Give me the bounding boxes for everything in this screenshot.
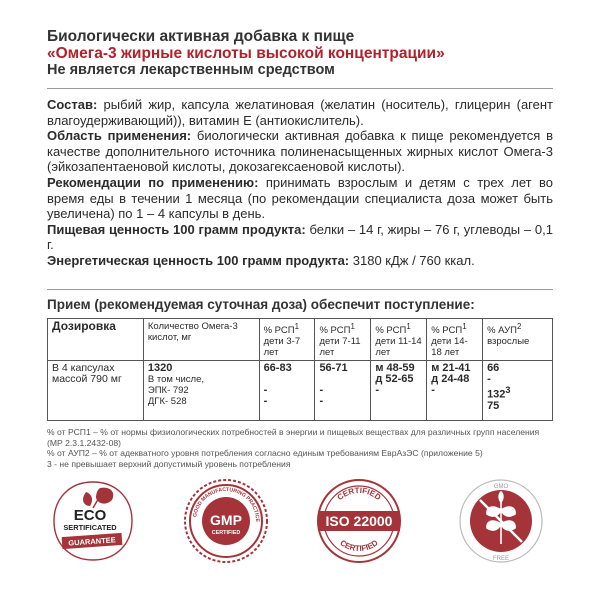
application-label: Область применения: [47, 128, 192, 144]
product-title-block [47, 28, 567, 79]
title-line-2: «Омега-3 жирные кислоты высокой концентрации» [47, 45, 445, 62]
eco-label: ECO [73, 507, 107, 524]
footnote-2: % от АУП2 – % от адекватного уровня потребления согласно единым требованиям ЕврАзЭС (приложение 5) [47, 448, 483, 458]
usage-label: Рекомендации по применению: [47, 174, 259, 190]
intake-title: Прием (рекомендуемая суточная доза) обеспечит поступление: [47, 297, 475, 312]
gmp-certified-badge [183, 478, 269, 564]
divider-middle [47, 289, 553, 290]
nutrition-label: Пищевая ценность 100 грамм продукта: [47, 221, 306, 237]
gmo-free-badge [458, 478, 544, 564]
gmo-free-label: FREE [492, 556, 510, 562]
header-rsp-3-7: % РСП$^1$ дети 3-7 лет [259, 319, 315, 361]
composition-text: рыбий жир, капсула желатиновая (желатин (носитель), глицерин (агент влагоудерживающий)), витамин Е (антиокислитель). [47, 97, 553, 128]
table-header-row [48, 319, 553, 361]
application-paragraph [47, 128, 553, 175]
energy-label: Энергетическая ценность 100 грамм продукта: [47, 252, 350, 268]
table-row [48, 361, 553, 421]
header-aup-adults: % АУП$^2$ взрослые [483, 319, 553, 361]
svg-text:CERTIFIED [335, 486, 382, 502]
iso-certified-top: CERTIFIED [335, 485, 383, 503]
nutrition-paragraph [47, 222, 553, 253]
application-text: биологически активная добавка к пище рекомендуется в качестве дополнительного источника полиненасыщенных жирных кислот Омега-3 (эйкозапентаеновой кислоты, докозагексаеновой кислоты). [47, 128, 554, 175]
dosage-table [47, 318, 553, 421]
cell-aup-adults: 66 - $132^3$ 75 [483, 361, 553, 421]
gmp-badge-graphic [183, 478, 269, 564]
title-line-3: Не является лекарственным средством [47, 62, 335, 78]
footnotes [47, 427, 557, 469]
gmp-certified-label: CERTIFIED [211, 530, 241, 536]
iso-label: ISO 22000 [325, 513, 393, 529]
cell-dose: В 4 капсулах массой 790 мг [48, 361, 144, 421]
cell-rsp-3-7: 66-83 - - [259, 361, 315, 421]
description-block [47, 97, 553, 269]
eco-badge-graphic [50, 478, 136, 564]
divider-top [47, 88, 553, 89]
footnote-1: % от РСП1 – % от нормы физиологических потребностей в энергии и пищевых веществах для различных групп населения (МР 2.3.1.2432-08) [47, 427, 540, 448]
gmp-label: GMP [210, 512, 242, 528]
header-rsp-11-14: % РСП$^1$ дети 11-14 лет [371, 319, 427, 361]
header-omega: Количество Омега-3 кислот, мг [143, 319, 259, 361]
usage-text: принимать взрослым и детям с трех лет во время еды в течении 1 месяца (по рекомендации специалиста доза может быть увеличена) по 1 – 4 капсулы в день. [47, 174, 553, 222]
header-rsp-7-11: % РСП$^1$ дети 7-11 лет [315, 319, 371, 361]
iso-22000-badge [316, 478, 402, 564]
gmo-badge-graphic [458, 478, 544, 564]
leaf-icon [96, 488, 113, 504]
cell-rsp-14-18: м 21-41 д 24-48 - [427, 361, 483, 421]
iso-badge-graphic [316, 478, 402, 564]
composition-paragraph [47, 97, 553, 128]
header-rsp-14-18: % РСП$^1$ дети 14-18 лет [427, 319, 483, 361]
eco-sertificated-label: SERTIFICATED [63, 523, 117, 532]
composition-label: Состав: [47, 97, 98, 112]
title-line-1: Биологически активная добавка к пище [47, 28, 355, 45]
usage-paragraph [47, 175, 553, 222]
gmo-label: GMO [493, 484, 509, 490]
header-dose: Дозировка [48, 319, 144, 361]
energy-text: 3180 кДж / 760 ккал. [349, 252, 475, 268]
gmp-ring-text: GOOD MANUFACTURING PRACTICE [192, 486, 261, 522]
footnote-3: 3 - не превышает верхний допустимый уровень потребления [47, 458, 291, 469]
energy-paragraph [47, 253, 553, 269]
eco-guarantee-label: GUARANTEE [68, 535, 117, 548]
svg-text:CERTIFIED [338, 538, 380, 553]
eco-sertificated-badge [50, 478, 136, 564]
cell-rsp-11-14: м 48-59 д 52-65 - [371, 361, 427, 421]
cell-rsp-7-11: 56-71 - - [315, 361, 371, 421]
cell-omega: 1320 В том числе, ЭПК- 792 ДГК- 528 [143, 361, 259, 421]
nutrition-text: белки – 14 г, жиры – 76 г, углеводы – 0,1 г. [47, 221, 554, 253]
iso-certified-bottom: CERTIFIED [338, 538, 380, 554]
